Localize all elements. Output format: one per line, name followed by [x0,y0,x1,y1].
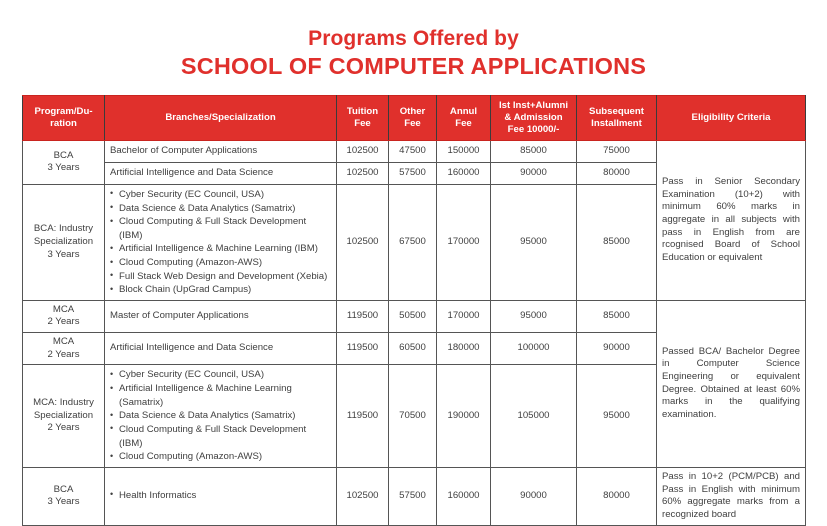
list-item: • Full Stack Web Design and Development (Xebia) [110,270,331,284]
header-program-line2: ration [50,117,77,129]
title-line-1: Programs Offered by [308,27,519,50]
cell-first-installment: 95000 [491,184,577,300]
cell-other-fee: 57500 [389,467,437,525]
cell-annual-fee: 170000 [437,184,491,300]
header-tuition-line1: Tuition [346,105,379,117]
cell-subsequent-installment: 80000 [577,467,657,525]
cell-other-fee: 60500 [389,333,437,365]
programs-fee-table [22,95,806,526]
list-item: • Health Informatics [110,490,331,503]
program-duration: 3 Years [47,496,80,508]
cell-subsequent-installment: 85000 [577,184,657,300]
cell-program-mca-industry [23,365,105,467]
table-row [23,467,806,525]
header-tuition-line2: Fee [354,117,371,129]
column-header-tuition-fee [337,96,389,141]
program-duration: 3 Years [47,162,80,174]
list-item: • Cloud Computing (Amazon-AWS) [110,256,331,270]
programs-fee-table-wrapper [22,95,805,526]
program-duration: 3 Years [47,248,80,260]
column-header-program-duration [23,96,105,141]
program-name: BCA [53,483,74,495]
cell-tuition-fee: 102500 [337,184,389,300]
header-subsequent-line1: Subsequent [589,105,644,117]
cell-other-fee: 67500 [389,184,437,300]
column-header-annual-fee [437,96,491,141]
table-row [23,300,806,332]
cell-program-mca [23,333,105,365]
cell-annual-fee: 180000 [437,333,491,365]
cell-first-installment: 105000 [491,365,577,467]
cell-first-installment: 95000 [491,300,577,332]
table-row [23,140,806,162]
list-item: • Cyber Security (EC Council, USA) [110,188,331,202]
list-item: • Cloud Computing (Amazon-AWS) [110,450,331,464]
cell-tuition-fee: 119500 [337,300,389,332]
cell-tuition-fee: 119500 [337,333,389,365]
cell-subsequent-installment: 95000 [577,365,657,467]
header-first-line3: Fee 10000/- [507,123,560,135]
cell-program-bca-health [23,467,105,525]
list-item: • Cyber Security (EC Council, USA) [110,368,331,382]
cell-other-fee: 47500 [389,140,437,162]
header-annual-line1: Annul [449,105,478,117]
cell-program-bca [23,140,105,184]
cell-subsequent-installment: 75000 [577,140,657,162]
cell-branch-bullets [105,467,337,525]
cell-other-fee: 50500 [389,300,437,332]
branch-bullet-list [110,188,331,297]
header-program-line1: Program/Du- [34,105,93,117]
column-header-other-fee [389,96,437,141]
column-header-first-installment [491,96,577,141]
table-header-row [23,96,806,141]
program-duration: 2 Years [47,348,80,360]
cell-tuition-fee: 102500 [337,467,389,525]
column-header-branches: Branches/Specialization [105,96,337,141]
cell-first-installment: 90000 [491,467,577,525]
header-annual-line2: Fee [455,117,472,129]
list-item: • Artificial Intelligence & Machine Learning (IBM) [110,242,331,256]
program-name: MCA [52,303,75,315]
cell-annual-fee: 170000 [437,300,491,332]
cell-annual-fee: 160000 [437,467,491,525]
program-duration: 2 Years [47,422,80,434]
cell-branch-bullets [105,365,337,467]
list-item: • Data Science & Data Analytics (Samatrix) [110,409,331,423]
cell-branch: Artificial Intelligence and Data Science [105,162,337,184]
cell-eligibility-undergrad: Pass in Senior Secondary Examination (10+2) with minimum 60% marks in aggregate in all subjects with pass in English from are rcognised Board of School Education or equivalent [657,140,806,300]
cell-branch: Master of Computer Applications [105,300,337,332]
program-name: BCA [53,149,74,161]
program-name: BCA: Industry [33,223,94,235]
cell-other-fee: 57500 [389,162,437,184]
cell-branch: Bachelor of Computer Applications [105,140,337,162]
cell-program-bca-industry [23,184,105,300]
list-item: • Cloud Computing & Full Stack Development (IBM) [110,215,331,242]
cell-first-installment: 85000 [491,140,577,162]
column-header-eligibility: Eligibility Criteria [657,96,806,141]
cell-annual-fee: 160000 [437,162,491,184]
program-name-second-line: Specialization [33,409,94,421]
cell-tuition-fee: 119500 [337,365,389,467]
cell-branch: Artificial Intelligence and Data Science [105,333,337,365]
cell-other-fee: 70500 [389,365,437,467]
header-first-line2: & Admission [504,111,563,123]
cell-branch-bullets [105,184,337,300]
cell-eligibility-health: Pass in 10+2 (PCM/PCB) and Pass in English with minimum 60% aggregate marks from a recognized board [657,467,806,525]
list-item: • Artificial Intelligence & Machine Learning (Samatrix) [110,382,331,409]
column-header-subsequent-installment [577,96,657,141]
cell-subsequent-installment: 85000 [577,300,657,332]
header-subsequent-line2: Installment [591,117,642,129]
program-name-second-line: Specialization [33,236,94,248]
page-title [0,0,827,81]
cell-subsequent-installment: 80000 [577,162,657,184]
program-name: MCA [52,336,75,348]
program-name: MCA: Industry [33,397,94,409]
list-item: • Block Chain (UpGrad Campus) [110,283,331,297]
cell-program-mca [23,300,105,332]
list-item: • Data Science & Data Analytics (Samatrix) [110,202,331,216]
cell-annual-fee: 150000 [437,140,491,162]
cell-first-installment: 100000 [491,333,577,365]
cell-annual-fee: 190000 [437,365,491,467]
cell-tuition-fee: 102500 [337,140,389,162]
header-other-line2: Fee [404,117,421,129]
cell-subsequent-installment: 90000 [577,333,657,365]
cell-first-installment: 90000 [491,162,577,184]
program-duration: 2 Years [47,316,80,328]
list-item: • Cloud Computing & Full Stack Development (IBM) [110,423,331,450]
branch-bullet-list [110,368,331,463]
cell-eligibility-postgrad: Passed BCA/ Bachelor Degree in Computer Science Engineering or equivalent Degree. Obtained at least 60% marks in the qualifying examination. [657,300,806,467]
header-other-line1: Other [399,105,426,117]
title-line-2: SCHOOL OF COMPUTER APPLICATIONS [180,53,647,80]
cell-tuition-fee: 102500 [337,162,389,184]
header-first-line1: Ist Inst+Alumni [498,100,569,111]
